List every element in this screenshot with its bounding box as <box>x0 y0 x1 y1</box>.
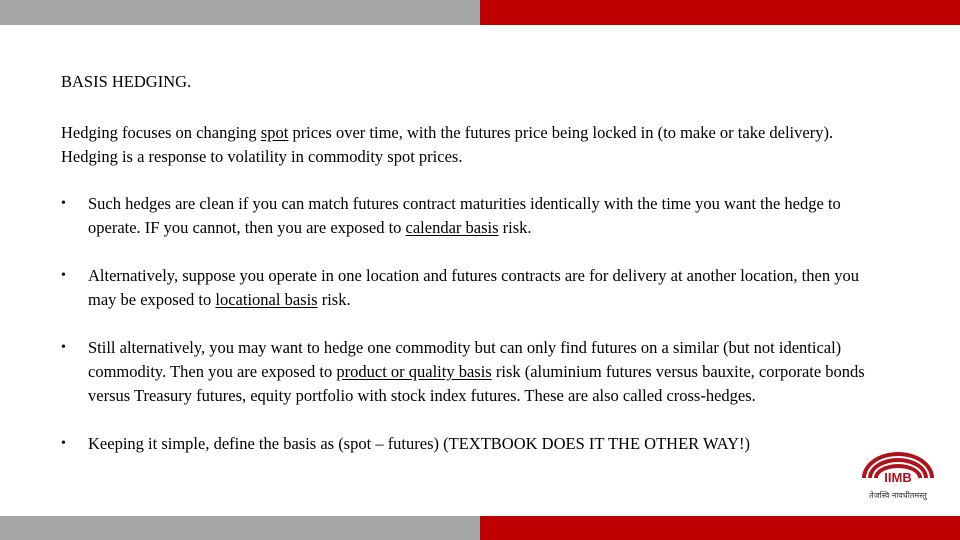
bullet-list <box>61 192 891 456</box>
top-gray-bar <box>0 0 480 25</box>
intro-paragraph: Hedging focuses on changing spot prices over time, with the futures price being locked in (to make or take delivery). Hedging is a response to volatility in commodity spot prices. <box>61 123 834 166</box>
quality-basis-term: product or quality basis <box>336 362 492 381</box>
slide-content <box>61 70 891 456</box>
calendar-basis-term: calendar basis <box>405 218 499 237</box>
list-item: • Alternatively, suppose you operate in one location and futures contracts are for delivery at another location, then you may be exposed to locational basis risk. <box>61 266 859 309</box>
bullet-icon: • <box>61 196 66 211</box>
list-item: • Keeping it simple, define the basis as (spot – futures) (TEXTBOOK DOES IT THE OTHER WAY!) <box>61 432 891 456</box>
logo-motto: तेजस्वि नावधीतमस्तु <box>869 491 927 500</box>
locational-basis-term: locational basis <box>215 290 318 309</box>
slide-title: BASIS HEDGING. <box>61 72 192 91</box>
iimb-logo <box>852 448 944 504</box>
spot-term: spot <box>260 123 289 142</box>
bullet-icon: • <box>61 436 66 451</box>
bullet-icon: • <box>61 268 66 283</box>
list-item: • Such hedges are clean if you can match futures contract maturities identically with the time you want the hedge to operate. IF you cannot, then you are exposed to calendar basis risk. <box>61 194 841 237</box>
bottom-red-bar <box>480 516 960 540</box>
top-red-bar <box>480 0 960 25</box>
bottom-gray-bar <box>0 516 480 540</box>
list-item: • Still alternatively, you may want to hedge one commodity but can only find futures on a similar (but not identical) commodity. Then you are exposed to product or quality basis risk (aluminium futures versus bauxite, corporate bonds versus Treasury futures, equity portfolio with stock index futures. These are also called cross-hedges. <box>61 338 865 405</box>
bullet-icon: • <box>61 340 66 355</box>
logo-text: IIMB <box>884 470 912 485</box>
